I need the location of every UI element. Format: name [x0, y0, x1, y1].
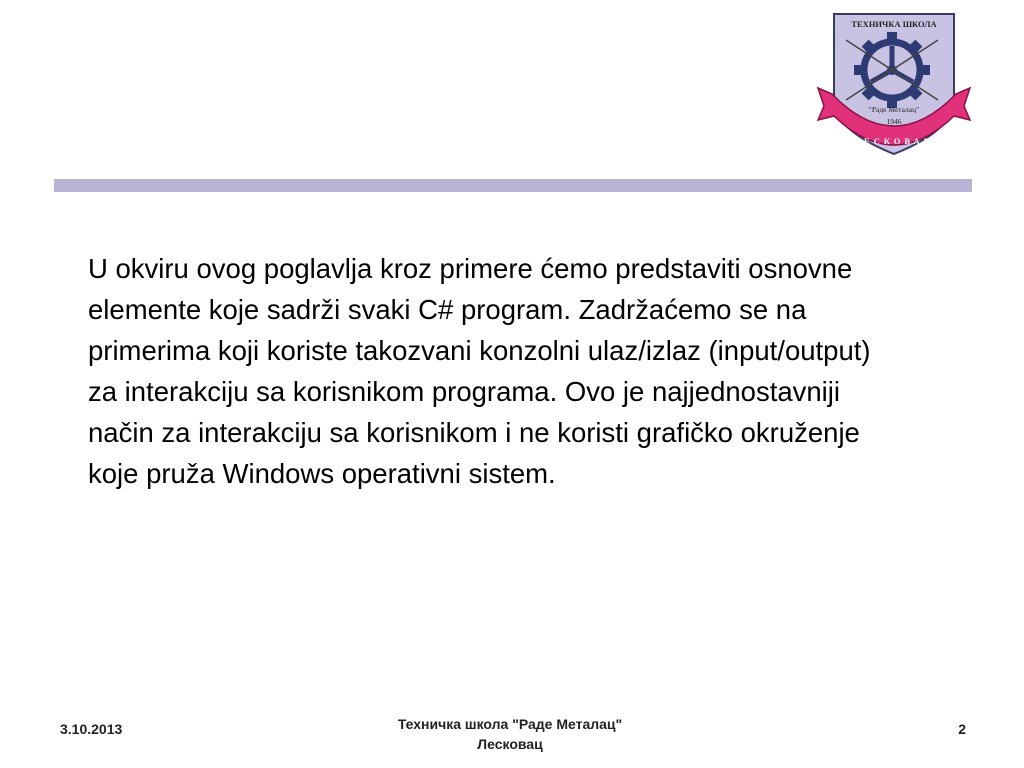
- title-divider-bar: [54, 179, 972, 192]
- svg-text:ТЕХНИЧКА ШКОЛА: ТЕХНИЧКА ШКОЛА: [851, 19, 937, 29]
- footer-date: 3.10.2013: [60, 721, 123, 737]
- school-crest-logo: [812, 8, 976, 168]
- svg-text:"Раде Металац": "Раде Металац": [868, 105, 920, 114]
- slide-body-paragraph: U okviru ovog poglavlja kroz primere ćemo predstaviti osnovne elemente koje sadrži svaki C# program. Zadržaćemo se na primerima koji koriste takozvani konzolni ulaz/izlaz (input/output) za interakciju sa korisnikom programa. Ovo je najjednostavniji način za interakciju sa korisnikom i ne koristi grafičko okruženje koje pruža Windows operativni sistem.: [88, 253, 871, 489]
- svg-text:1946: 1946: [886, 117, 902, 126]
- svg-text:ЛЕСКОВАЦ: ЛЕСКОВАЦ: [853, 136, 935, 146]
- footer-school-line2: Лесковац: [477, 736, 543, 752]
- footer-school-line1: Техничка школа "Раде Металац": [397, 716, 623, 732]
- footer-page-number: 2: [958, 721, 966, 737]
- footer-school-name: [360, 714, 660, 754]
